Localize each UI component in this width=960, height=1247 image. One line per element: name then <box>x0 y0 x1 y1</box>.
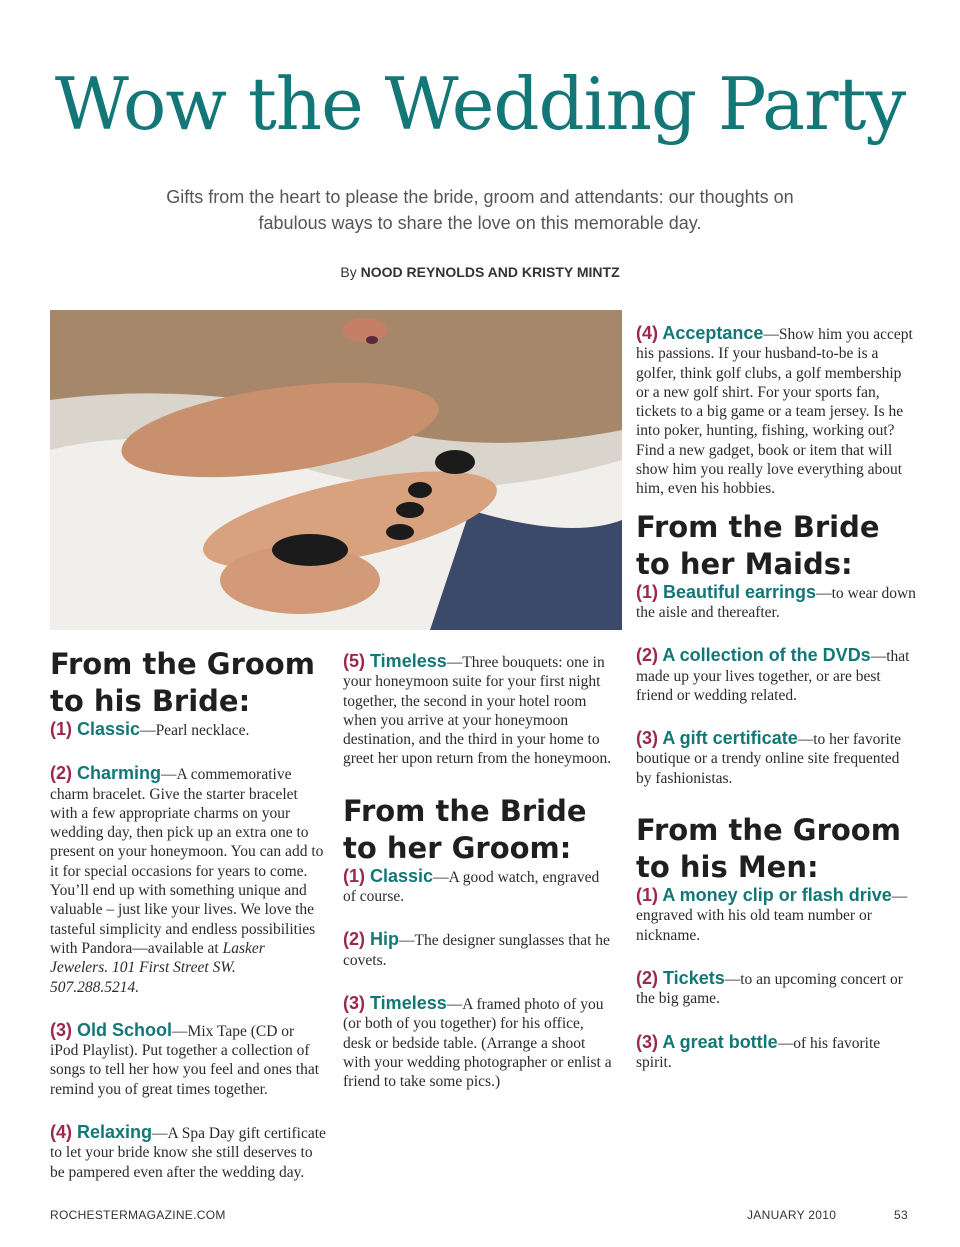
article-title: Wow the Wedding Party <box>54 62 906 146</box>
footer-page-number: 53 <box>894 1208 908 1222</box>
item-number: (1) <box>636 581 658 602</box>
item-lead: Classic <box>77 719 141 739</box>
item-text: —to an upcoming concert or the big game. <box>636 970 903 1008</box>
byline-prefix: By <box>340 264 357 280</box>
list-item <box>343 994 615 1091</box>
item-number: (4) <box>50 1122 72 1143</box>
item-text: —A framed photo of you (or both of you together) for his office, desk or bedside table. (Arrange a shoot with your wedding photographer or enlist a friend to take some pics.) <box>343 995 612 1091</box>
item-number: (3) <box>50 1019 72 1040</box>
column-2 <box>343 652 615 1115</box>
item-lead: Acceptance <box>662 323 764 343</box>
list-item <box>636 886 916 945</box>
section-heading-bride-to-groom: From the Bride to her Groom: <box>343 793 587 865</box>
footer-date: JANUARY 2010 <box>747 1208 837 1222</box>
item-lead: A gift certificate <box>662 728 798 749</box>
item-lead: Beautiful earrings <box>663 581 817 602</box>
item-number: (5) <box>343 651 365 671</box>
item-lead: Classic <box>370 865 434 886</box>
section-heading-groom-to-bride: From the Groom to his Bride: <box>50 647 315 718</box>
item-text: —engraved with his old team number or nickname. <box>636 888 908 944</box>
item-text: —The designer sunglasses that he covets. <box>343 932 610 969</box>
byline-authors: NOOD REYNOLDS AND KRISTY MINTZ <box>360 264 620 280</box>
item-number: (3) <box>636 1031 658 1052</box>
item-lead: Tickets <box>663 967 725 988</box>
item-text: —A Spa Day gift certificate to let your bride know she still deserves to be pampered even after the wedding day. <box>50 1125 326 1181</box>
list-item <box>636 646 916 705</box>
item-number: (1) <box>636 885 658 906</box>
section-heading-groom-to-men: From the Groom to his Men: <box>636 813 901 885</box>
item-number: (2) <box>636 967 658 988</box>
list-item <box>636 969 916 1009</box>
column-1 <box>50 646 326 1206</box>
photo-illustration <box>50 310 622 630</box>
item-text: —Three bouquets: one in your honeymoon suite for your first night together, the second in your hotel room when you arrive at your honeymoon destination, and the third in your home to greet her upon return from the honeymoon. <box>343 654 612 768</box>
item-number: (2) <box>343 929 365 950</box>
list-item <box>50 720 326 740</box>
item-number: (4) <box>636 323 658 343</box>
list-item <box>636 1033 916 1073</box>
item-lead: Charming <box>77 763 162 784</box>
item-text: —that made up your lives together, or are best friend or wedding related. <box>636 648 910 704</box>
item-number: (3) <box>636 728 658 749</box>
column-3 <box>636 324 916 1096</box>
list-item <box>343 652 615 769</box>
list-item <box>636 324 916 499</box>
list-item <box>636 729 916 788</box>
footer-site: ROCHESTERMAGAZINE.COM <box>50 1208 226 1222</box>
item-lead: Hip <box>370 929 400 950</box>
list-item <box>343 867 615 907</box>
list-item <box>636 583 916 623</box>
item-text: —A good watch, engraved of course. <box>343 868 600 906</box>
list-item <box>50 1021 326 1099</box>
item-italic-text: Lasker Jewelers. 101 First Street SW. 507.288.5214. <box>50 939 265 996</box>
item-number: (1) <box>343 865 365 886</box>
item-text: —Mix Tape (CD or iPod Playlist). Put together a collection of songs to tell her how you feel and ones that remind you of great times together. <box>50 1022 320 1098</box>
item-text: —to her favorite boutique or a trendy online site frequented by fashionistas. <box>636 731 902 787</box>
item-lead: A money clip or flash drive <box>662 885 892 906</box>
item-lead: Timeless <box>370 651 447 671</box>
item-lead: Relaxing <box>77 1122 153 1143</box>
item-number: (2) <box>50 763 72 784</box>
item-lead: A great bottle <box>662 1031 778 1052</box>
item-number: (1) <box>50 719 72 739</box>
item-text: —Show him you accept his passions. If your husband-to-be is a golfer, think golf clubs, a golf membership or a new golf shirt. For your sports fan, tickets to a big game or a team jersey. Is he into poker, hunting, fishing, working out? Find a new gadget, book or item that will show him you really love everything about him, even his hobbies. <box>636 326 913 498</box>
item-lead: A collection of the DVDs <box>662 645 871 666</box>
item-text: —Pearl necklace. <box>140 722 250 739</box>
list-item <box>50 1123 326 1182</box>
section-heading-bride-to-maids: From the Bride to her Maids: <box>636 509 880 581</box>
item-text: —A commemorative charm bracelet. Give the starter bracelet with a few appropriate charms on your wedding day, then pick up an extra one to present on your honeymoon. You can add to it for special occasions for years to come. You’ll end up with something unique and valuable – just like your lives. We love the tasteful simplicity and endless possibilities with Pandora—available at <box>50 766 324 957</box>
item-lead: Old School <box>77 1019 173 1040</box>
list-item <box>343 930 615 970</box>
item-lead: Timeless <box>370 992 447 1013</box>
article-subtitle: Gifts from the heart to please the bride, groom and attendants: our thoughts on fabulous ways to share the love on this memorable day. <box>166 187 794 233</box>
item-text: —to wear down the aisle and thereafter. <box>636 584 916 621</box>
byline <box>0 264 960 280</box>
item-number: (3) <box>343 992 365 1013</box>
item-number: (2) <box>636 645 658 666</box>
item-text: —of his favorite spirit. <box>636 1034 881 1071</box>
list-item <box>50 764 326 997</box>
spa-pedicure-photo <box>50 310 622 630</box>
